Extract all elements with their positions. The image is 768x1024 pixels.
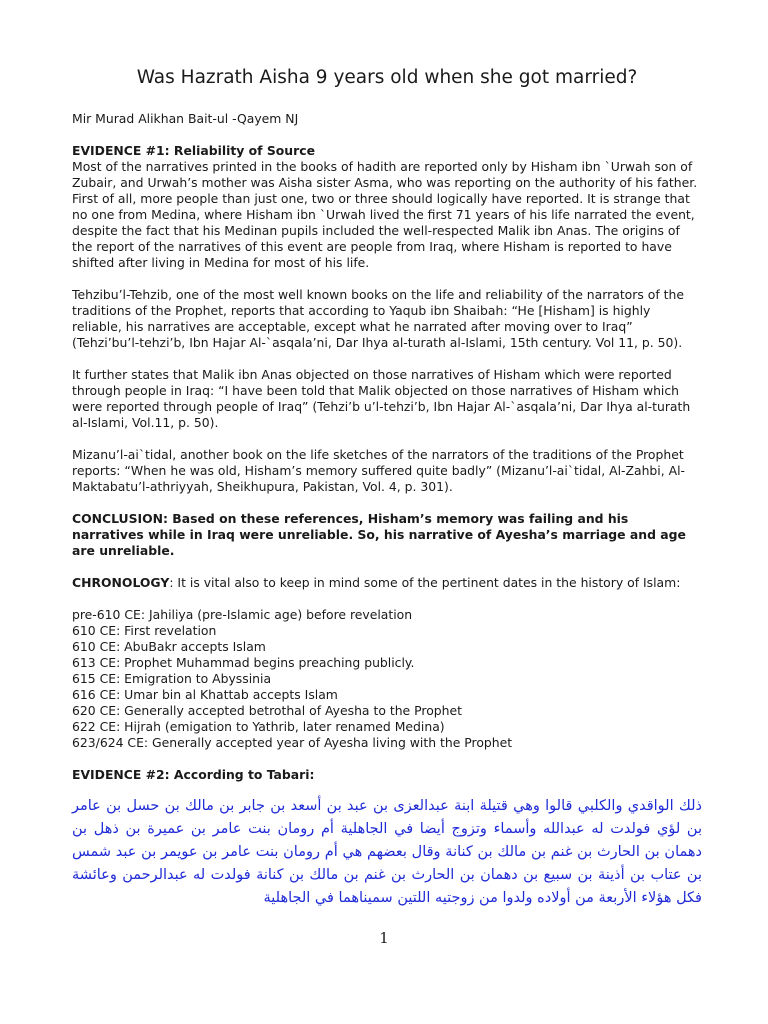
- conclusion-paragraph: CONCLUSION: Based on these references, Hisham’s memory was failing and his narratives while in Iraq were unreliable. So, his narrative of Ayesha’s marriage and age are unreliable.: [72, 511, 686, 558]
- chronology-item: 610 CE: AbuBakr accepts Islam: [72, 639, 266, 654]
- chronology-item: 623/624 CE: Generally accepted year of Ayesha living with the Prophet: [72, 735, 513, 750]
- page-number: 1: [379, 929, 389, 947]
- chronology-item: 615 CE: Emigration to Abyssinia: [72, 671, 272, 686]
- chronology-item: 610 CE: First revelation: [72, 623, 217, 638]
- chronology-item: 622 CE: Hijrah (emigation to Yathrib, later renamed Medina): [72, 719, 445, 734]
- page-title: Was Hazrath Aisha 9 years old when she got married?: [136, 67, 638, 88]
- arabic-quote: ذلك الواقدي والكلبي قالوا وهي قتيلة ابنة عبدالعزى بن عبد بن أسعد بن جابر بن مالك بن حسل بن عامر بن لؤي فولدت له عبدالله وأسماء وتزوج أيضا في الجاهلية أم رومان بنت عامر بن عميرة بن ذهل بن دهمان بن الحارث بن غنم بن مالك بن كنانة وقال بعضهم هي أم رومان بنت عامر بن عويمر بن عبد شمس بن عتاب بن أذينة بن سبيع بن دهمان بن الحارث بن غنم بن مالك بن كنانة فولدت له عبدالرحمن وعائشة فكل هؤلاء الأربعة من أولاده ولدوا من زوجتيه اللتين سميناهما في الجاهلية: [72, 798, 702, 906]
- evidence1-text-1: Most of the narratives printed in the books of hadith are reported only by Hisham ibn `Urwah son of Zubair, and Urwah’s mother was Aisha sister Asma, who was reporting on the authority of his father. First of all, more people than just one, two or three should logically have reported. It is strange that no one from Medina, where Hisham ibn `Urwah lived the first 71 years of his life narrated the event, despite the fact that his Medinan pupils included the well-respected Malik ibn Anas. The origins of the report of the narratives of this event are people from Iraq, where Hisham is reported to have shifted after living in Medina for most of his life.: [72, 159, 698, 270]
- evidence1-heading: EVIDENCE #1: Reliability of Source: [72, 143, 315, 158]
- evidence1-paragraph-2: Tehzibu’l-Tehzib, one of the most well known books on the life and reliability of the narrators of the traditions of the Prophet, reports that according to Yaqub ibn Shaibah: “He [Hisham] is highly reliable, his narratives are acceptable, except what he narrated after moving over to Iraq” (Tehzi’bu’l-tehzi’b, Ibn Hajar Al-`asqala’ni, Dar Ihya al-turath al-Islami, 15th century. Vol 11, p. 50).: [72, 287, 684, 350]
- chronology-intro-text: : It is vital also to keep in mind some of the pertinent dates in the history of Islam:: [169, 575, 681, 590]
- chronology-list: [72, 607, 702, 751]
- author-line: Mir Murad Alikhan Bait-ul -Qayem NJ: [72, 111, 299, 126]
- chronology-label: CHRONOLOGY: [72, 575, 170, 590]
- evidence2-heading: EVIDENCE #2: According to Tabari:: [72, 767, 315, 782]
- evidence1-paragraph-3: It further states that Malik ibn Anas objected on those narratives of Hisham which were reported through people in Iraq: “I have been told that Malik objected on those narratives of Hisham which were reported through people of Iraq” (Tehzi’b u’l-tehzi’b, Ibn Hajar Al-`asqala’ni, Dar Ihya al-turath al-Islami, Vol.11, p. 50).: [72, 367, 691, 430]
- evidence1-paragraph-1: [72, 143, 702, 271]
- chronology-intro: [72, 575, 702, 591]
- chronology-item: 620 CE: Generally accepted betrothal of Ayesha to the Prophet: [72, 703, 462, 718]
- evidence1-paragraph-4: Mizanu’l-ai`tidal, another book on the life sketches of the narrators of the traditions of the Prophet reports: “When he was old, Hisham’s memory suffered quite badly” (Mizanu’l-ai`tidal, Al-Zahbi, Al-Maktabatu’l-athriyyah, Sheikhupura, Pakistan, Vol. 4, p. 301).: [72, 447, 686, 494]
- chronology-item: 616 CE: Umar bin al Khattab accepts Islam: [72, 687, 338, 702]
- chronology-item: 613 CE: Prophet Muhammad begins preaching publicly.: [72, 655, 415, 670]
- document-page: [72, 66, 702, 1006]
- chronology-item: pre-610 CE: Jahiliya (pre-Islamic age) before revelation: [72, 607, 413, 622]
